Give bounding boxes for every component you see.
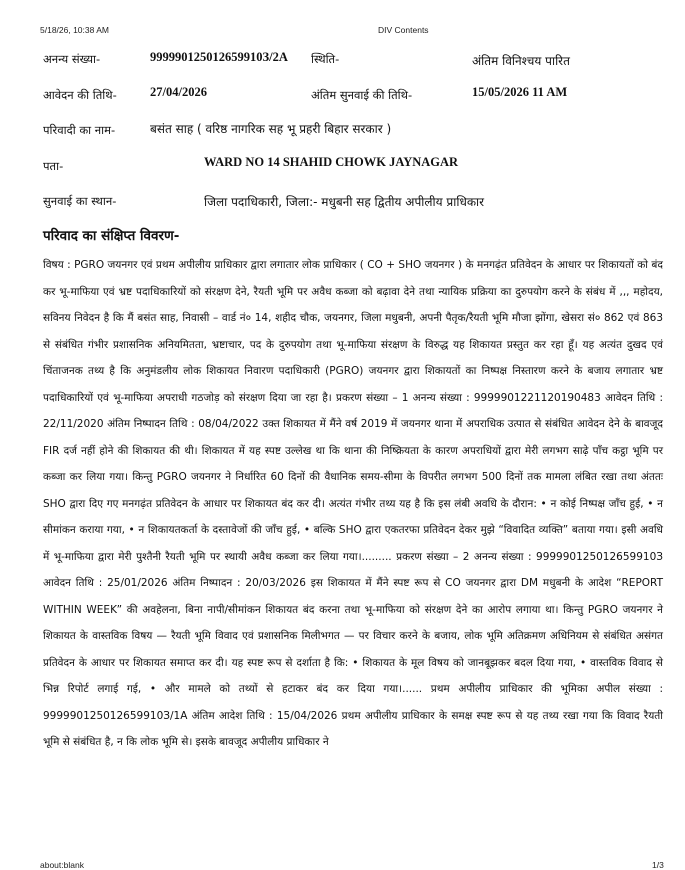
sunvai-date-value: 15/05/2026 11 AM bbox=[472, 85, 568, 99]
summary-text: विषय : PGRO जयनगर एवं प्रथम अपीलीय प्राधिकार द्वारा लगातार लोक प्राधिकार ( CO + SHO जयनगर ) के मनगढ़ंत प्रतिवेदन के आधार पर शिकायतों को बंद कर भू-माफिया एवं भ्रष्ट पदाधिकारियों को संरक्षण देने, रैयती भूमि पर अवैध कब्जा को बढ़ावा देने तथा न्यायिक प्रक्रिया का दुरुपयोग करने के संबंध में ,,, महोदय, सविनय निवेदन है कि मैं बसंत साह, निवासी – वार्ड नं० 14, शहीद चौक, जयनगर, जिला मधुबनी, अपनी पैतृक/रैयती भूमि मौजा झोंगा, खेसरा सं० 862 एवं 863 से संबंधित गंभीर प्रशासनिक अनियमितता, भ्रष्टाचार, पद के दुरुपयोग तथा भू-माफिया संरक्षण के विरुद्ध यह शिकायत प्रस्तुत कर रहा हूँ। यह अत्यंत दुखद एवं चिंताजनक तथ्य है कि अनुमंडलीय लोक शिकायत निवारण पदाधिकारी (PGRO) जयनगर द्वारा शिकायतों का निष्पक्ष निस्तारण करने के बजाय लगातार भ्रष्ट पदाधिकारियों एवं भू-माफिया अपराधी गठजोड़ को संरक्षण दिया जा रहा है। प्रकरण संख्या – 1 अनन्य संख्या : 9999901221120190483 आवेदन तिथि : 22/11/2020 अंतिम निष्पादन तिथि : 08/04/2022 उक्त शिकायत में मैंने वर्ष 2019 में जयनगर थाना में अपराधिक उत्पात से संबंधित आवेदन देने के बावजूद FIR दर्ज नहीं होने की शिकायत की थी। शिकायत में यह स्पष्ट उल्लेख था कि थाना की निष्क्रियता के कारण अपराधियों द्वारा मेरी लगभग साढ़े पाँच कट्ठा भूमि पर कब्जा कर लिया गया। किन्तु PGRO जयनगर ने निर्धारित 60 दिनों की वैधानिक समय-सीमा के विपरीत लगभग 500 दिनों तक मामला लंबित रखा तथा अंततः SHO द्वारा दिए गए मनगढ़ंत प्रतिवेदन के आधार पर शिकायत बंद कर दी। अत्यंत गंभीर तथ्य यह है कि इस लंबी अवधि के दौरान: • न कोई निष्पक्ष जाँच हुई, • न सीमांकन कराया गया, • न शिकायतकर्ता के दस्तावेजों की जाँच हुई, • बल्कि SHO द्वारा एकतरफा प्रतिवेदन देकर मुझे “विवादित व्यक्ति” बताया गया। इसी अवधि में भू-माफिया द्वारा मेरी पुश्तैनी रैयती भूमि पर स्थायी अवैध कब्जा कर लिया गया।......... प्रकरण संख्या – 2 अनन्य संख्या : 999990125012659910З आवेदन तिथि : 25/01/2026 अंतिम निष्पादन : 20/03/2026 इस शिकायत में मैंने स्पष्ट रूप से CO जयनगर द्वारा DM मधुबनी के आदेश “REPORT WITHIN WEEK” की अवहेलना, बिना नापी/सीमांकन शिकायत बंद करना तथा भू-माफिया को संरक्षण देने का आरोप लगाया था। किन्तु PGRO जयनगर ने शिकायत के वास्तविक विषय — रैयती भूमि विवाद एवं प्रशासनिक मिलीभगत — पर विचार करने के बजाय, लोक भूमि अतिक्रमण अधिनियम से संबंधित असंगत प्रतिवेदन के आधार पर शिकायत समाप्त कर दी। यह स्पष्ट रूप से दर्शाता है कि: • शिकायत के मूल विषय को जानबूझकर बदल दिया गया, • वास्तविक विवाद से भिन्न रिपोर्ट लगाई गई, • और मामले को तथ्यों से हटाकर बंद कर दिया गया।...... प्रथम अपीलीय प्राधिकार की भूमिका अपील संख्या : 999990125012659910З/1A अंतिम आदेश तिथि : 15/04/2026 प्रथम अपीलीय प्राधिकार के समक्ष स्पष्ट रूप से यह तथ्य रखा गया कि विवाद रैयती भूमि से संबंधित है, न कि लोक भूमि से। इसके बावजूद अपीलीय प्राधिकार ने bbox=[43, 259, 663, 748]
parivadi-value: बसंत साह ( वरिष्ठ नागरिक सह भू प्रहरी बिहार सरकार ) bbox=[150, 122, 392, 136]
avedan-value: 27/04/2026 bbox=[150, 85, 207, 99]
print-datetime: 5/18/26, 10:38 AM bbox=[40, 25, 109, 35]
sthan-value: जिला पदाधिकारी, जिला:- मधुबनी सह द्वितीय अपीलीय प्राधिकार bbox=[204, 195, 485, 209]
pata-label: पता- bbox=[43, 159, 64, 173]
sthiti-label: स्थिति- bbox=[311, 52, 340, 66]
print-url: about:blank bbox=[40, 860, 84, 870]
summary-title: परिवाद का संक्षिप्त विवरण- bbox=[43, 228, 180, 244]
sthan-label: सुनवाई का स्थान- bbox=[43, 194, 117, 208]
ananya-label: अनन्य संख्या- bbox=[43, 52, 101, 66]
sthiti-value: अंतिम विनिश्चय पारित bbox=[472, 54, 570, 68]
sunvai-date-label: अंतिम सुनवाई की तिथि- bbox=[311, 88, 413, 102]
pata-value: WARD NO 14 SHAHID CHOWK JAYNAGAR bbox=[204, 155, 459, 169]
print-page-number: 1/3 bbox=[652, 860, 664, 870]
avedan-label: आवेदन की तिथि- bbox=[43, 88, 117, 102]
print-title: DIV Contents bbox=[378, 25, 429, 35]
ananya-value: 999990125012659910З/2A bbox=[150, 50, 288, 64]
parivadi-label: परिवादी का नाम- bbox=[43, 123, 116, 137]
